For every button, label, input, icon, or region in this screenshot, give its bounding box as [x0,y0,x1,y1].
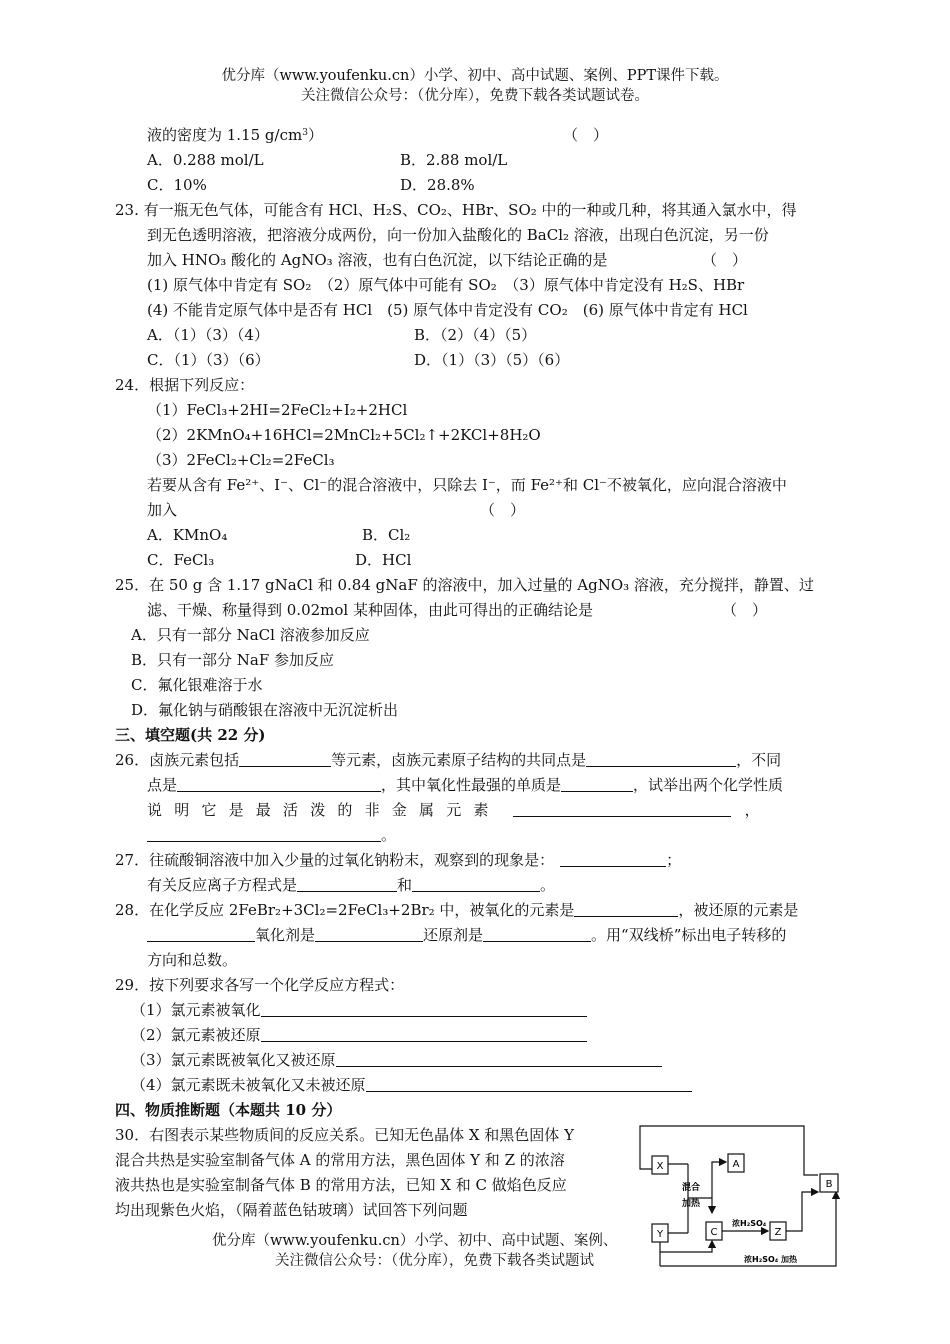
q22-option-a: A．0.288 mol/L [147,151,264,169]
q25-option-b: B．只有一部分 NaF 参加反应 [131,651,335,669]
q24-reaction-2: （2）2KMnO₄+16HCl=2MnCl₂+5Cl₂↑+2KCl+8H₂O [147,426,541,444]
q29-item-3: （3）氯元素既被氧化又被还原 [131,1049,662,1071]
reaction-diagram [632,1120,854,1272]
q26-line-4: 。 [147,824,396,846]
box-x-label: X [656,1161,664,1172]
q23-line-5: (4) 不能肯定原气体中是否有 HCl (5) 原气体中肯定没有 CO₂ (6) 原气体中肯定有 HCl [147,301,748,319]
q22-answer-paren: （ ） [563,126,609,144]
q26-line-1: 26．卤族元素包括 等元素，卤族元素原子结构的共同点是 ，不同 [115,751,782,769]
q29-item-2: （2）氯元素被还原 [131,1024,587,1046]
header-line-1: 优分库（www.youfenku.cn）小学、初中、高中试题、案例、PPT课件下载。 [221,68,729,84]
q23-option-d: D．（1）（3）（5）（6） [414,351,570,369]
q29-item-4: （4）氯元素既未被氧化又未被还原 [131,1074,692,1096]
q23-answer-paren: （ ） [702,251,748,269]
label-mix: 混合 [682,1183,701,1193]
q24-answer-paren: （ ） [480,501,526,519]
box-x [652,1156,668,1174]
q24-option-c: C．FeCl₃ [147,551,215,569]
section-3-heading: 三、填空题(共 22 分) [115,726,266,744]
q22-option-c: C．10% [147,176,207,194]
q25-option-c: C．氟化银难溶于水 [131,676,263,694]
q28-line-3: 方向和总数。 [147,951,238,969]
q27-line-2: 有关反应离子方程式是 和 。 [147,876,556,894]
box-z-label: Z [774,1227,782,1238]
q22-option-d: D．28.8% [400,176,475,194]
q26-line-2: 点是 ，其中氧化性最强的单质是 ，试举出两个化学性质 [147,776,784,794]
q23-line-3: 加入 HNO₃ 酸化的 AgNO₃ 溶液，也有白色沉淀，以下结论正确的是 [147,251,608,269]
q23-option-c: C．（1）（3）（6） [147,351,270,369]
q23-line-2: 到无色透明溶液，把溶液分成两份，向一份加入盐酸化的 BaCl₂ 溶液，出现白色沉淀，另一份 [147,226,769,244]
section-4-heading: 四、物质推断题（本题共 10 分） [115,1101,342,1119]
q25-line-1: 25．在 50 g 含 1.17 gNaCl 和 0.84 gNaF 的溶液中，加入过量的 AgNO₃ 溶液，充分搅拌，静置、过 [115,576,814,594]
header-line-2: 关注微信公众号：（优分库），免费下载各类试题试卷。 [301,88,649,104]
q30-line-4: 均出现紫色火焰，（隔着蓝色钴玻璃）试回答下列问题 [115,1201,468,1219]
q28-line-1: 28．在化学反应 2FeBr₂+3Cl₂=2FeCl₃+2Br₂ 中，被氧化的元素是 ，被还原的元素是 [115,901,799,919]
q23-line-4: (1) 原气体中肯定有 SO₂ （2）原气体中可能有 SO₂ （3）原气体中肯定没有 H₂S、HBr [147,276,745,294]
q25-option-a: A．只有一部分 NaCl 溶液参加反应 [131,626,370,644]
label-conc-h2so4-heat: 浓H₂SO₄ 加热 [744,1255,798,1264]
box-c-label: C [710,1227,718,1238]
q24-reaction-1: （1）FeCl₃+2HI=2FeCl₂+I₂+2HCl [147,401,408,419]
box-b-label: B [825,1179,833,1190]
q24-line-2: 加入 [147,501,178,519]
q24-option-d: D．HCl [355,551,412,569]
box-a [728,1154,744,1172]
q23-option-a: A．（1）（3）（4） [147,326,269,344]
box-b [820,1174,838,1192]
q24-option-a: A．KMnO₄ [147,526,228,544]
box-c [706,1222,722,1240]
q24-reaction-3: （3）2FeCl₂+Cl₂=2FeCl₃ [147,451,335,469]
q28-line-2: 氧化剂是 还原剂是 。用“双线桥”标出电子转移的 [147,924,786,946]
box-z [770,1222,786,1240]
q24-line-1: 若要从含有 Fe²⁺、I⁻、Cl⁻的混合溶液中，只除去 I⁻，而 Fe²⁺和 Cl⁻不被氧化，应向混合溶液中 [147,476,787,494]
q30-line-2: 混合共热是实验室制备气体 A 的常用方法，黑色固体 Y 和 Z 的浓溶 [115,1151,565,1169]
q24-option-b: B．Cl₂ [362,526,411,544]
q27-line-1: 27．往硫酸铜溶液中加入少量的过氧化钠粉末，观察到的现象是： ； [115,851,682,869]
q29-title: 29．按下列要求各写一个化学反应方程式： [115,976,405,994]
q30-line-1: 30．右图表示某些物质间的反应关系。已知无色晶体 X 和黑色固体 Y [115,1126,574,1144]
q24-title: 24．根据下列反应： [115,376,255,394]
label-heat: 加热 [682,1199,701,1209]
q26-line-3: 说明它是最活泼的非金属元素 ， [147,801,760,819]
q30-line-3: 液共热也是实验室制备气体 B 的常用方法，已知 X 和 C 做焰色反应 [115,1176,567,1194]
q25-option-d: D．氟化钠与硝酸银在溶液中无沉淀析出 [131,701,399,719]
q25-answer-paren: （ ） [722,601,768,619]
q22-option-b: B．2.88 mol/L [400,151,508,169]
q29-item-1: （1）氯元素被氧化 [131,999,587,1021]
q23-option-b: B．（2）（4）（5） [414,326,537,344]
q25-line-2: 滤、干燥、称量得到 0.02mol 某种固体，由此可得出的正确结论是 [147,601,593,619]
box-y-label: Y [656,1229,664,1240]
label-conc-h2so4: 浓H₂SO₄ [732,1219,767,1228]
box-a-label: A [732,1159,740,1170]
q22-stem: 液的密度为 1.15 $g/cm^3$） [147,126,323,144]
box-y [652,1224,668,1242]
q23-line-1: 23. 有一瓶无色气体，可能含有 HCl、H₂S、CO₂、HBr、SO₂ 中的一种或几种，将其通入氯水中，得 [115,201,797,219]
